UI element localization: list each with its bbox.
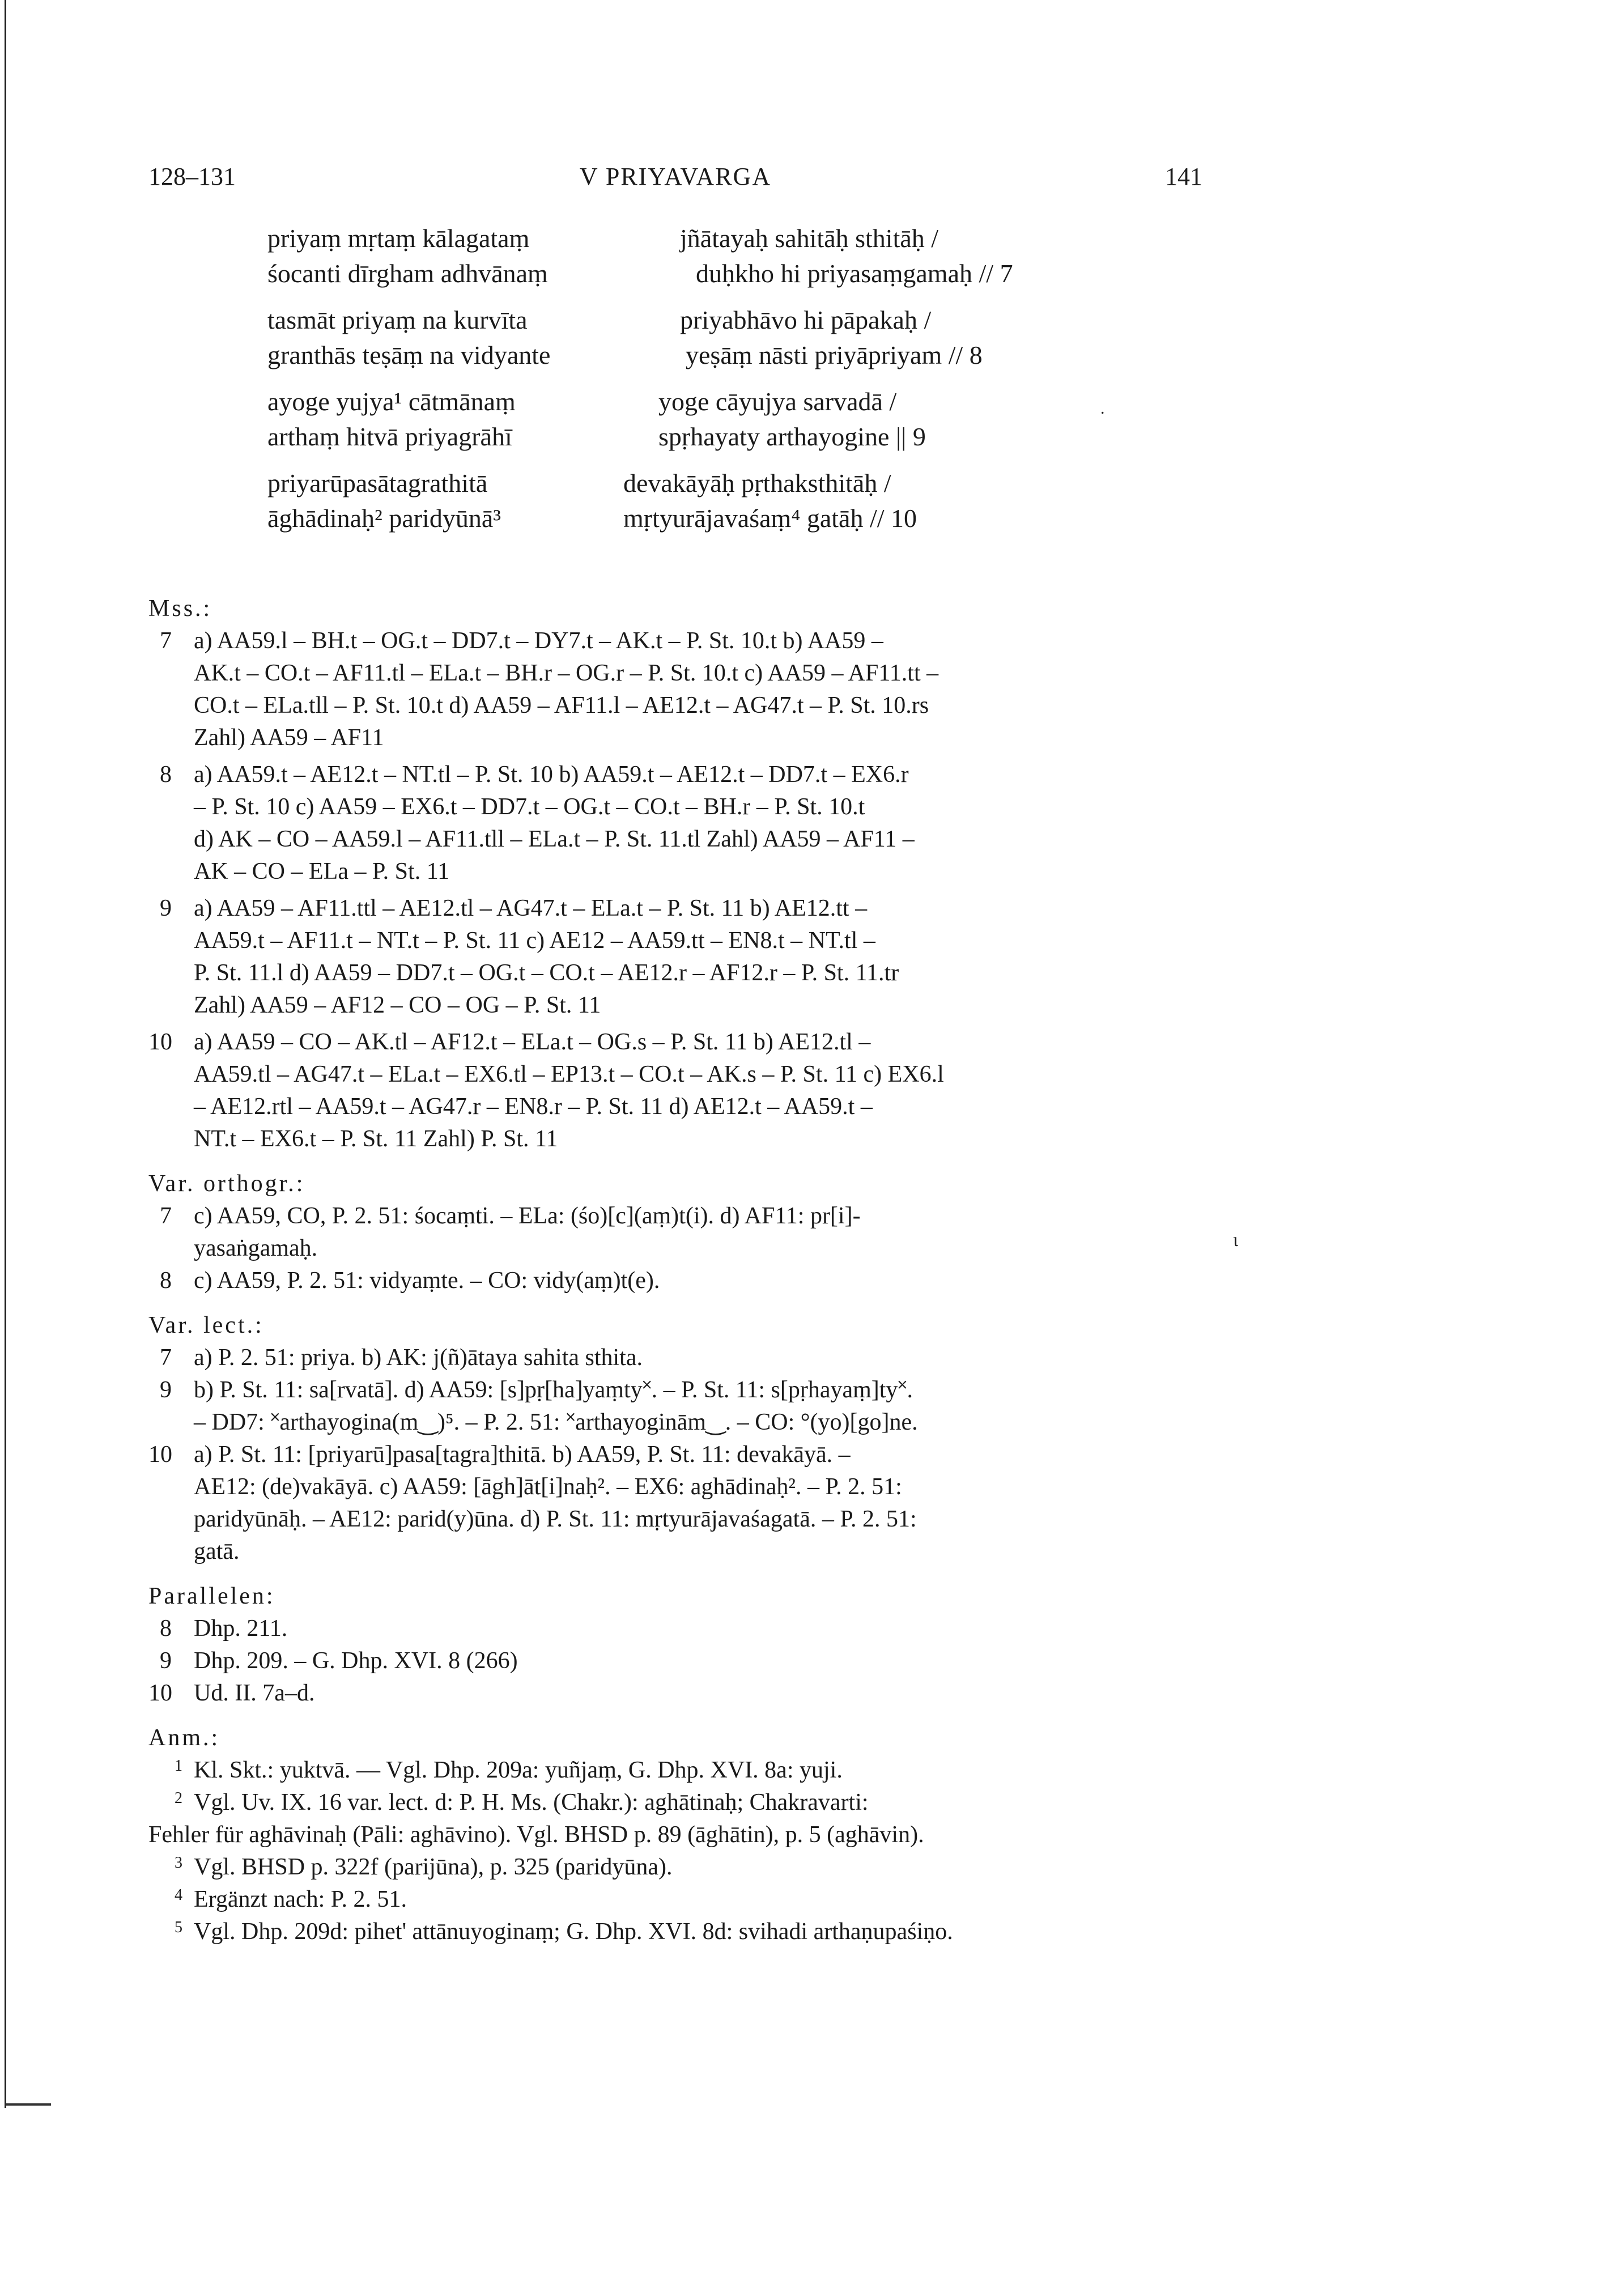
pada-b: yeṣāṃ nāsti priyāpriyam // 8 (686, 341, 983, 369)
apparatus-line: – DD7: ˟arthayogina(m‿)⁵. – P. 2. 51: ˟arthayoginām‿. – CO: °(yo)[go]ne. (194, 1409, 918, 1435)
stanza (267, 466, 1231, 536)
footnote (148, 1883, 1202, 1916)
parallel-entry (148, 1613, 1202, 1645)
apparatus-line: a) P. 2. 51: priya. b) AK: j(ñ)ātaya sahita sthita. (194, 1345, 643, 1371)
verse-line (267, 501, 1231, 536)
parallel-entry (148, 1645, 1202, 1677)
pada-b: jñātayaḥ sahitāḥ sthitāḥ / (680, 224, 939, 253)
spacer (148, 754, 1202, 759)
page-number: 141 (1165, 163, 1202, 190)
verse-number: 10 (148, 1029, 172, 1055)
stanza (267, 221, 1231, 291)
footnote-number: 1 (175, 1757, 182, 1775)
footnote-line: Vgl. Uv. IX. 16 var. lect. d: P. H. Ms. (Chakr.): aghātinaḥ; Chakravarti: (194, 1789, 869, 1815)
verse-line (267, 303, 1231, 338)
pada-a: tasmāt priyaṃ na kurvīta (267, 305, 528, 334)
verse-number: 7 (160, 628, 172, 654)
critical-apparatus (148, 584, 1202, 1948)
pada-a: ayoge yujya¹ cātmānaṃ (267, 387, 516, 416)
apparatus-line: yasaṅgamaḥ. (194, 1235, 318, 1261)
page-edge-line (5, 0, 6, 2108)
footnote-line: Fehler für aghāvinaḥ (Pāli: aghāvino). Vgl. BHSD p. 89 (āghātin), p. 5 (aghāvin). (148, 1822, 924, 1848)
verse-number: 8 (160, 762, 172, 788)
running-header (148, 160, 1202, 194)
stray-mark: ɩ (1233, 1230, 1239, 1251)
apparatus-line: AE12: (de)vakāyā. c) AA59: [āgh]āt[i]naḥ². – EX6: aghādinaḥ². – P. 2. 51: (194, 1474, 902, 1500)
pada-a: granthās teṣāṃ na vidyante (267, 341, 551, 369)
apparatus-entry (148, 1265, 1202, 1297)
apparatus-entry (148, 1374, 1202, 1439)
verse-line (267, 384, 1231, 419)
apparatus-line: gatā. (194, 1538, 240, 1564)
parallel-text: Ud. II. 7a–d. (194, 1680, 315, 1706)
spacer (148, 1022, 1202, 1026)
apparatus-line: a) AA59.t – AE12.t – NT.tl – P. St. 10 b) AA59.t – AE12.t – DD7.t – EX6.r (194, 762, 909, 788)
apparatus-entry (148, 892, 1202, 1022)
apparatus-line: – AE12.rtl – AA59.t – AG47.r – EN8.r – P. St. 11 d) AE12.t – AA59.t – (194, 1094, 873, 1120)
apparatus-line: a) AA59 – AF11.ttl – AE12.tl – AG47.t – ELa.t – P. St. 11 b) AE12.tt – (194, 895, 868, 921)
footnote (148, 1916, 1202, 1948)
footnote-number: 3 (175, 1854, 182, 1872)
apparatus-entry (148, 1439, 1202, 1568)
parallel-text: Dhp. 211. (194, 1615, 288, 1642)
footnote-line: Vgl. BHSD p. 322f (parijūna), p. 325 (paridyūna). (194, 1854, 673, 1880)
apparatus-line: d) AK – CO – AA59.l – AF11.tll – ELa.t – P. St. 11.tl Zahl) AA59 – AF11 – (194, 826, 915, 852)
apparatus-line: NT.t – EX6.t – P. St. 11 Zahl) P. St. 11 (194, 1126, 558, 1152)
verse-line (267, 221, 1231, 256)
pada-a: arthaṃ hitvā priyagrāhī (267, 422, 512, 451)
apparatus-line: paridyūnāḥ. – AE12: parid(y)ūna. d) P. St. 11: mṛtyurājavaśagatā. – P. 2. 51: (194, 1506, 917, 1532)
pada-b: devakāyāḥ pṛthaksthitāḥ / (623, 469, 891, 498)
pada-b: mṛtyurājavaśaṃ⁴ gatāḥ // 10 (623, 504, 917, 533)
footnote (148, 1754, 1202, 1787)
apparatus-entry (148, 1200, 1202, 1265)
pada-a: śocanti dīrgham adhvānaṃ (267, 259, 548, 288)
verse-block (267, 221, 1231, 547)
apparatus-line: Zahl) AA59 – AF12 – CO – OG – P. St. 11 (194, 992, 601, 1018)
page-edge-mark (6, 2103, 51, 2106)
apparatus-line: – P. St. 10 c) AA59 – EX6.t – DD7.t – OG.t – CO.t – BH.r – P. St. 10.t (194, 794, 865, 820)
apparatus-entry (148, 1342, 1202, 1374)
apparatus-line: a) AA59 – CO – AK.tl – AF12.t – ELa.t – OG.s – P. St. 11 b) AE12.tl – (194, 1029, 871, 1055)
pada-b: spṛhayaty arthayogine || 9 (658, 422, 926, 451)
pada-b: yoge cāyujya sarvadā / (658, 387, 897, 416)
section-title-anm: Anm.: (148, 1725, 220, 1751)
verse-line (267, 338, 1231, 373)
verse-number: 9 (160, 1648, 172, 1674)
pada-b: duḥkho hi priyasaṃgamaḥ // 7 (696, 259, 1013, 288)
section-title-orthogr: Var. orthogr.: (148, 1171, 305, 1197)
verse-number: 7 (160, 1345, 172, 1371)
apparatus-entry (148, 759, 1202, 888)
parallel-text: Dhp. 209. – G. Dhp. XVI. 8 (266) (194, 1648, 518, 1674)
apparatus-line: AK – CO – ELa – P. St. 11 (194, 858, 450, 885)
pada-a: āghādinaḥ² paridyūnā³ (267, 504, 501, 533)
pada-a: priyaṃ mṛtaṃ kālagataṃ (267, 224, 530, 253)
apparatus-line: AA59.t – AF11.t – NT.t – P. St. 11 c) AE12 – AA59.tt – EN8.t – NT.tl – (194, 928, 875, 954)
verse-line (267, 466, 1231, 501)
apparatus-line: b) P. St. 11: sa[rvatā]. d) AA59: [s]pṛ[ha]yaṃty˟. – P. St. 11: s[pṛhayaṃ]ty˟. (194, 1377, 913, 1403)
pada-a: priyarūpasātagrathitā (267, 469, 488, 498)
stray-mark: . (1100, 399, 1105, 418)
footnote-line: Ergänzt nach: P. 2. 51. (194, 1886, 407, 1912)
verse-number: 10 (148, 1442, 172, 1468)
apparatus-line: P. St. 11.l d) AA59 – DD7.t – OG.t – CO.t – AE12.r – AF12.r – P. St. 11.tr (194, 960, 899, 986)
apparatus-line: a) P. St. 11: [priyarū]pasa[tagra]thitā. b) AA59, P. St. 11: devakāyā. – (194, 1442, 851, 1468)
header-section-range: 128–131 (148, 163, 236, 190)
spacer (148, 888, 1202, 892)
pada-b: priyabhāvo hi pāpakaḥ / (680, 305, 932, 334)
footnote-number: 5 (175, 1919, 182, 1936)
footnote (148, 1851, 1202, 1883)
verse-number: 8 (160, 1268, 172, 1294)
section-title-lect: Var. lect.: (148, 1312, 264, 1338)
footnote (148, 1787, 1202, 1851)
header-title: V PRIYAVARGA (579, 163, 772, 190)
verse-number: 7 (160, 1203, 172, 1229)
apparatus-entry (148, 1026, 1202, 1155)
footnote-line: Vgl. Dhp. 209d: pihet' attānuyoginaṃ; G. Dhp. XVI. 8d: svihadi arthaṇupaśiṇo. (194, 1919, 953, 1945)
verse-number: 9 (160, 1377, 172, 1403)
section-title-mss: Mss.: (148, 596, 212, 622)
verse-line (267, 419, 1231, 454)
verse-number: 8 (160, 1615, 172, 1642)
verse-number: 10 (148, 1680, 172, 1706)
footnote-number: 2 (175, 1789, 182, 1807)
apparatus-line: c) AA59, CO, P. 2. 51: śocaṃti. – ELa: (śo)[c](aṃ)t(i). d) AF11: pr[i]- (194, 1203, 861, 1229)
parallel-entry (148, 1677, 1202, 1710)
verse-line (267, 256, 1231, 291)
apparatus-line: Zahl) AA59 – AF11 (194, 725, 384, 751)
verse-number: 9 (160, 895, 172, 921)
stanza (267, 384, 1231, 454)
apparatus-line: CO.t – ELa.tll – P. St. 10.t d) AA59 – AF11.l – AE12.t – AG47.t – P. St. 10.rs (194, 692, 929, 718)
apparatus-entry (148, 625, 1202, 754)
footnote-number: 4 (175, 1886, 182, 1904)
apparatus-line: AA59.tl – AG47.t – ELa.t – EX6.tl – EP13.t – CO.t – AK.s – P. St. 11 c) EX6.l (194, 1061, 944, 1087)
apparatus-line: a) AA59.l – BH.t – OG.t – DD7.t – DY7.t – AK.t – P. St. 10.t b) AA59 – (194, 628, 883, 654)
footnote-line: Kl. Skt.: yuktvā. — Vgl. Dhp. 209a: yuñjaṃ, G. Dhp. XVI. 8a: yuji. (194, 1757, 843, 1783)
stanza (267, 303, 1231, 373)
apparatus-line: c) AA59, P. 2. 51: vidyaṃte. – CO: vidy(aṃ)t(e). (194, 1268, 660, 1294)
apparatus-line: AK.t – CO.t – AF11.tl – ELa.t – BH.r – OG.r – P. St. 10.t c) AA59 – AF11.tt – (194, 660, 939, 686)
section-title-parallelen: Parallelen: (148, 1583, 275, 1609)
